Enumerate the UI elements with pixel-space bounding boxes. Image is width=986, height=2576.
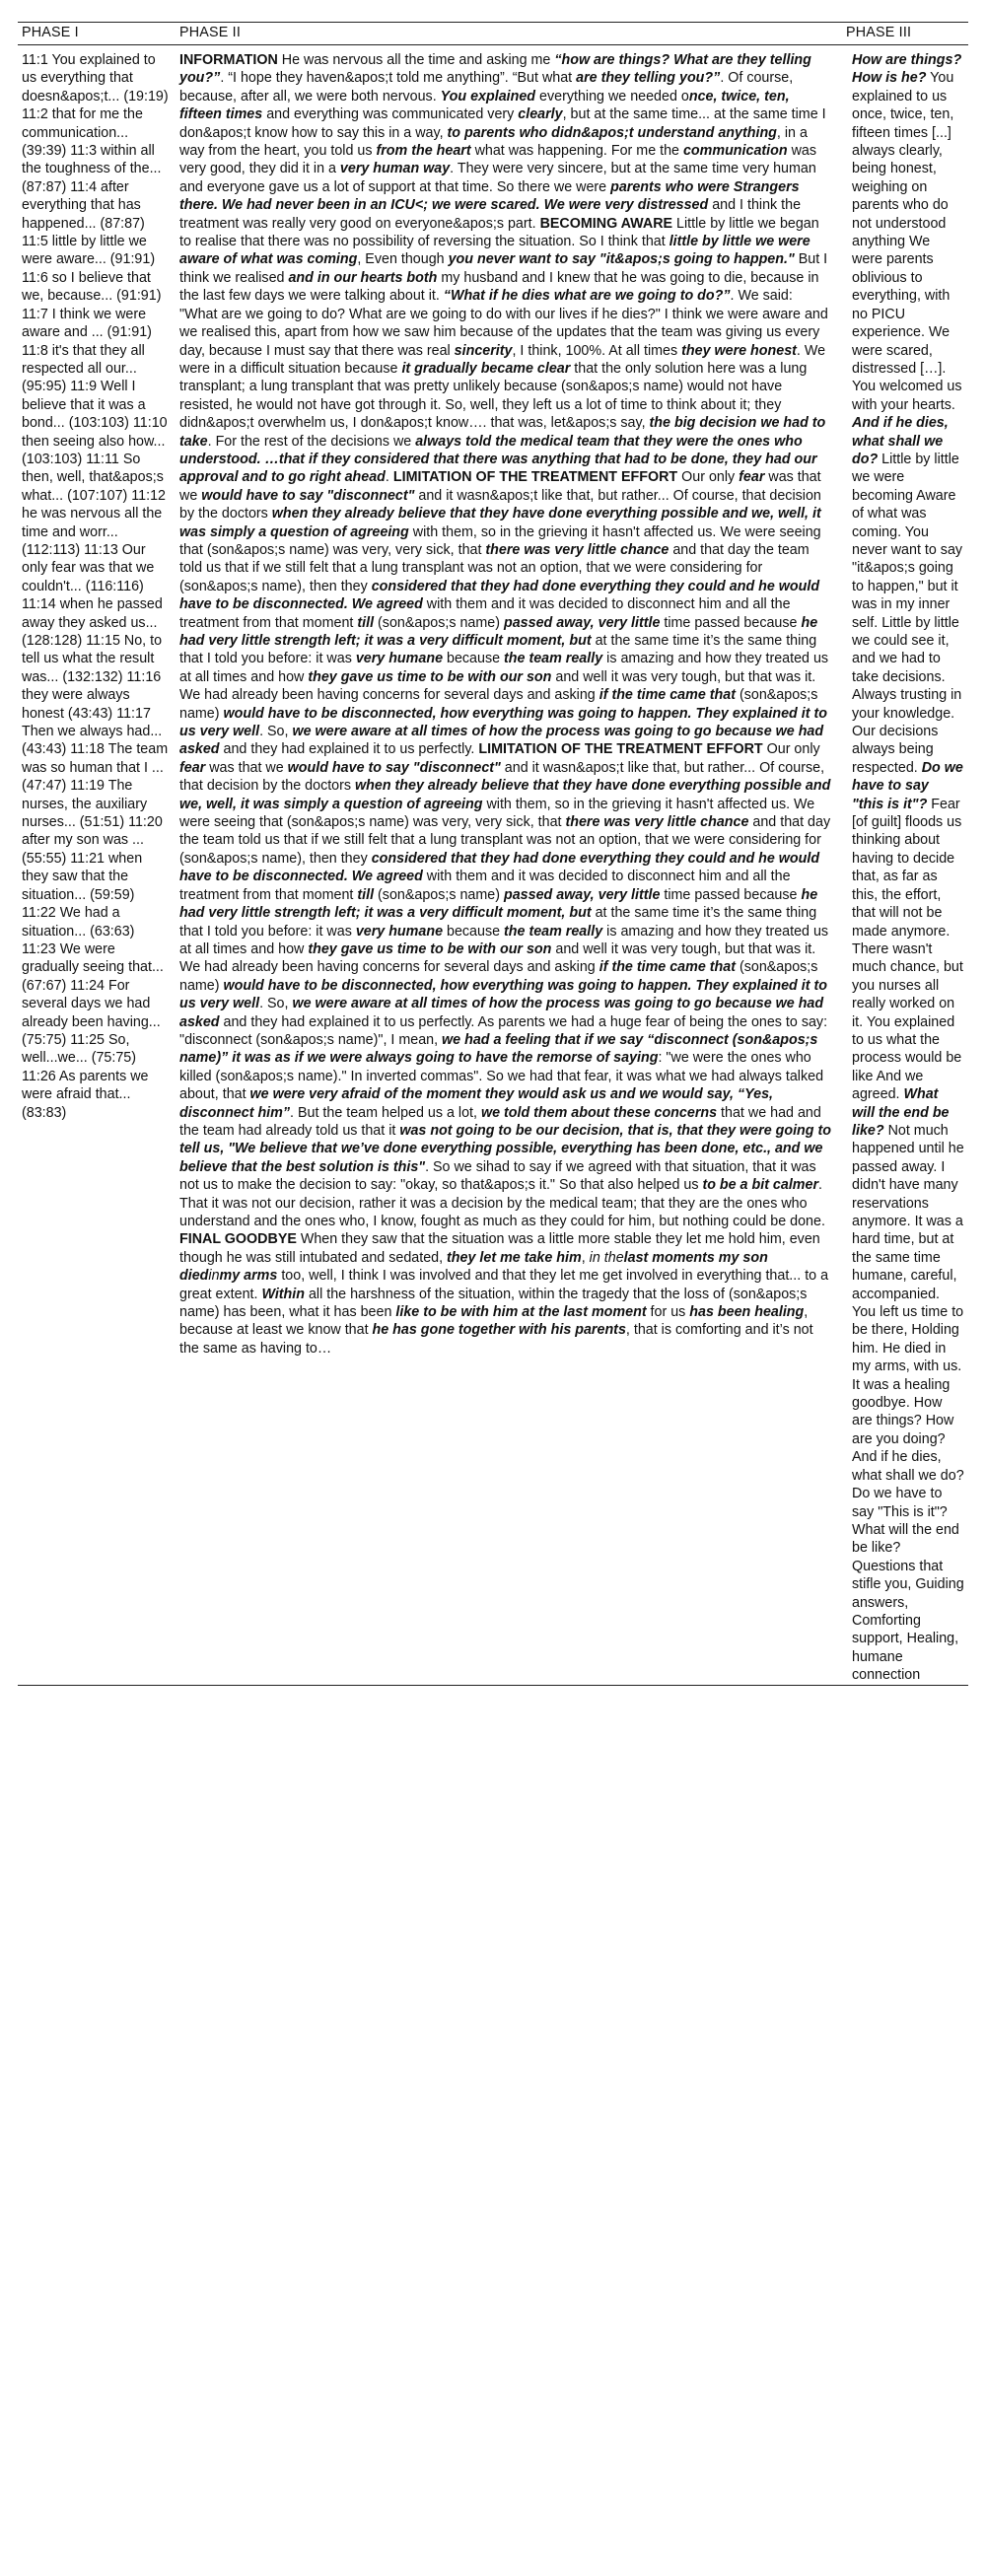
phase-1-quote: 11:8 it's that they all respected all our... (95:95) [22, 342, 145, 395]
text-run: “What if he dies what are we going to do?” [443, 288, 731, 305]
text-run: . “I hope they haven&apos;t told me anything”. “But what [220, 70, 577, 87]
text-run: time passed because [660, 886, 802, 903]
text-run: time passed because [660, 614, 802, 631]
text-run: very humane [355, 651, 444, 667]
text-run: is amazing and how they treated us at all times and how [179, 923, 829, 957]
phase-1-quote: 11:6 so I believe that we, because... (91:91) [22, 269, 162, 305]
text-run: my husband and I knew that he was going to die, because in the last few days we were talking about it. [179, 269, 819, 305]
text-run: the team really [504, 651, 603, 667]
text-run: are they telling you?” [576, 70, 721, 87]
text-run: Our only [762, 741, 820, 758]
text-run: “how are things? What are they telling you?” [179, 52, 811, 87]
phase-1-quote: 11:5 little by little we were aware... (91:91) [22, 234, 156, 268]
text-run: . Of course, because, after all, we were both nervous. [179, 70, 794, 104]
phase-1-quote: 11:22 We had a situation... (63:63) [22, 905, 135, 940]
text-run: there was very little chance [485, 541, 669, 558]
text-run: would have to say "disconnect" [287, 759, 501, 776]
text-run: in [208, 1268, 220, 1285]
phase-2-text [179, 52, 831, 1357]
text-run: . So, [259, 996, 293, 1012]
phase-1-quote: 11:14 when he passed away they asked us... (128:128) [22, 596, 163, 649]
text-run: . [385, 469, 393, 486]
text-run: and that day the team told us that if we still felt that a lung transplant was not an option, that we were considering for (son&apos;s name), then they [179, 814, 831, 867]
text-run: and in our hearts both [288, 269, 438, 286]
text-run: like to be with him at the last moment [395, 1304, 647, 1321]
text-run: But I think we realised [179, 251, 828, 286]
text-run: at the same time it’s the same thing that I told you before: it was [179, 633, 817, 667]
phase-1-quote: 11:11 So then, well, that&apos;s what... (107:107) [22, 451, 164, 504]
text-run: (son&apos;s name) [374, 614, 504, 631]
phase-1-cell [18, 45, 176, 1686]
text-run: considered that they had done everything they could and he would have to be disconnected. We agreed [179, 578, 820, 613]
text-run: very human way [339, 161, 451, 177]
phase-2-cell [176, 45, 842, 1686]
phase-1-quote: 11:12 he was nervous all the time and worr... (112:113) [22, 487, 166, 558]
text-run: , because at least we know that [179, 1304, 809, 1339]
phase-1-quote: 11:25 So, well...we... (75:75) [22, 1031, 137, 1067]
text-run: Our only [677, 469, 740, 486]
text-run: and they had explained it to us perfectly. [219, 741, 479, 758]
text-run: : "we were the ones who killed (son&apos;s name)." In inverted commas". So we had that fear, it was what we had always talked about, that [179, 1050, 824, 1103]
text-run: he had very little strength left; it was a very difficult moment, but [179, 886, 818, 922]
text-run: would have to say "disconnect" [201, 487, 415, 504]
text-run: the team really [504, 923, 603, 940]
text-run: all the harshness of the situation, within the tragedy that the loss of (son&apos;s name) has been, what it has been [179, 1286, 808, 1321]
text-run: from the heart [376, 143, 471, 160]
text-run: . They were very sincere, but at the same time very human and everyone gave us a lot of support at that time. So there we were [179, 161, 816, 195]
text-run: and that day the team told us that if we still felt that a lung transplant was not an option, that we were considering for (son&apos;s name), then they [179, 541, 810, 594]
text-run: and it wasn&apos;t like that, but rather... Of course, that decision by the doctors [179, 487, 821, 522]
text-run: because [443, 651, 505, 667]
text-run: and everything was communicated very [262, 106, 519, 123]
text-run: , [581, 1249, 590, 1266]
text-run: if the time came that [599, 687, 736, 704]
text-run: it gradually became clear [401, 360, 571, 377]
text-run: we had a feeling that if we say “disconnect (son&apos;s name)” it was as if we were always going to have the remorse of saying [179, 1031, 818, 1067]
text-run: What will the end be like? [852, 1086, 950, 1139]
text-run: considered that they had done everything they could and he would have to be disconnected. We agreed [179, 850, 820, 885]
text-run: for us [646, 1304, 690, 1321]
phase-1-quote: 11:3 within all the toughness of the... (87:87) [22, 143, 162, 195]
phase-3-cell [842, 45, 968, 1686]
text-run: , that is comforting and it’s not the same as having to… [179, 1322, 813, 1357]
text-run: with them, so in the grieving it hasn't affected us. We were seeing that (son&apos;s name) was very, very sick, that [179, 523, 821, 558]
text-run: (son&apos;s name) [179, 959, 818, 994]
text-run: parents who were Strangers there. We had never been in an ICU<; we were scared. We were very distressed [179, 178, 800, 214]
text-run: How are things? How is he? [852, 52, 962, 87]
text-run: , Even though [357, 251, 449, 268]
text-run: would have to be disconnected, how everything was going to happen. They explained it to us very well [179, 977, 827, 1012]
header-phase-3: PHASE III [842, 23, 968, 45]
text-run: and well it was very tough, but that was it. We had already been having concerns for several days and asking [179, 940, 816, 976]
text-run: clearly [518, 106, 563, 123]
text-run: INFORMATION [179, 52, 278, 68]
text-run: always told the medical team that they were the ones who understood. …that if they considered that there was anything that had to be done, they had our approval and to go right ahead [179, 433, 817, 486]
text-run: was that we [205, 759, 288, 776]
text-run: was not going to be our decision, that is, that they were going to tell us, "We believe that we’ve done everything possible, everything has been done, etc., and we believe that the best solution is this" [179, 1122, 831, 1175]
text-run: fear [739, 469, 765, 486]
text-run: Little by little we began to realise that there was no possibility of reversing the situation. So I think that [179, 215, 819, 250]
text-run: we told them about these concerns [480, 1104, 718, 1121]
text-run: LIMITATION OF THE TREATMENT EFFORT [478, 741, 763, 758]
text-run: they gave us time to be with our son [308, 940, 552, 957]
text-run: and I think the treatment was really very good on everyone&apos;s part. [179, 197, 802, 232]
text-run: with them and it was decided to disconnect him and all the treatment from that moment [179, 869, 791, 903]
text-run: Not much happened until he passed away. I didn't have many reservations anymore. It was a hard time, but at the same time humane, careful, accompanied. You left us time to be there, Holding him. He died in my arms, with us. It was a healing goodbye. How are things? How are you doing? And if he dies, what shall we do? Do we have to say "This is it"? What will the end be like? Questions that stifle you, Guiding answers, Comforting support, Healing, humane connection [852, 1122, 964, 1684]
text-run: what was happening. For me the [470, 143, 683, 160]
text-run: till [357, 614, 375, 631]
text-run: Little by little we were becoming Aware of what was coming. You never want to say "it&apos;s going to happen," but it was in my inner self. Little by little we could see it, and we had to take decisions. Always trusting in your knowledge. Our decisions always being respected. [852, 451, 963, 776]
text-run: till [357, 886, 375, 903]
text-run: You explained to us once, twice, ten, fifteen times [...] always clearly, being honest, weighing on parents who do not understood anything We were parents oblivious to everything, with no PICU experience. We were scared, distressed […]. You welcomed us with your hearts. [852, 70, 962, 413]
text-run: , I think, 100%. At all times [512, 342, 682, 359]
text-run: we were very afraid of the moment they would ask us and we would say, “Yes, disconnect him” [179, 1086, 774, 1121]
text-run: . We said: "What are we going to do? What are we going to do with our lives if he dies?" I think we were aware and we realised this, apart from how we saw him because of the updates that the team was giving us every day, because I must say that there was real [179, 288, 828, 359]
text-run: they were honest [681, 342, 797, 359]
phase-1-quote: 11:24 For several days we had already been having... (75:75) [22, 977, 161, 1048]
text-run: you never want to say "it&apos;s going to happen." [448, 251, 795, 268]
phase-1-quote: 11:21 when they saw that the situation... (59:59) [22, 850, 143, 903]
text-run: when they already believe that they have done everything possible and we, well, it was simply a question of agreeing [179, 506, 821, 540]
text-run: to be a bit calmer [702, 1177, 819, 1194]
phase-1-quote: 11:2 that for me the communication... (39:39) [22, 106, 143, 160]
text-run: Fear [of guilt] floods us thinking about having to decide that, as far as this, the effort, that will not be made anymore. There wasn't much chance, but you nurses all really worked on it. You explained to us what the process would be like And we agreed. [852, 796, 963, 1103]
header-row [18, 23, 968, 45]
text-run: at the same time it’s the same thing that I told you before: it was [179, 905, 817, 940]
text-run: he had very little strength left; it was a very difficult moment, but [179, 614, 818, 649]
text-run: communication [682, 143, 788, 160]
text-run: if the time came that [599, 959, 736, 976]
text-run: with them, so in the grieving it hasn't affected us. We were seeing that (son&apos;s name) was very, very sick, that [179, 796, 815, 831]
text-run: because [443, 923, 505, 940]
header-phase-2: PHASE II [176, 23, 842, 45]
text-run: in the [589, 1249, 624, 1266]
phase-1-quote: 11:16 they were always honest (43:43) [22, 668, 162, 722]
text-run: passed away, very little [503, 886, 661, 903]
header-phase-1: PHASE I [18, 23, 176, 45]
text-run: . So, [259, 724, 293, 740]
text-run: nce, twice, ten, fifteen times [179, 88, 790, 123]
phase-1-quote: 11:10 then seeing also how... (103:103) [22, 415, 168, 467]
text-run: he has gone together with his parents [372, 1322, 626, 1339]
text-run: . So we sihad to say if we agreed with that situation, that it was not us to make the decision to say: "okay, so that&apos;s it." So that also helped us [179, 1158, 816, 1194]
phase-1-quote: 11:19 The nurses, the auxiliary nurses... (51:51) [22, 778, 148, 831]
text-run: , but at the same time... at the same time I don&apos;t know how to say this in a way, [179, 106, 826, 141]
text-run: they gave us time to be with our son [308, 668, 552, 685]
text-run: (son&apos;s name) [374, 886, 504, 903]
phase-1-quote: 11:1 You explained to us everything that doesn&apos;t... (19:19) [22, 52, 169, 104]
text-run: everything we needed o [535, 88, 689, 104]
phase-1-quote: 11:17 Then we always had... (43:43) [22, 705, 163, 758]
text-run: we were aware at all times of how the process was going to go because we had asked [179, 996, 824, 1030]
text-run: last moments my son died [179, 1249, 768, 1285]
text-run: and they had explained it to us perfectly. As parents we had a huge fear of being the ones to say: "disconnect (son&apos;s name)", I mean, [179, 1013, 828, 1048]
phase-3-text [852, 52, 964, 1683]
phase-1-quote: 11:18 The team was so human that I ... (47:47) [22, 741, 169, 795]
text-run: very humane [355, 923, 444, 940]
text-run: there was very little chance [565, 814, 749, 831]
phase-1-quote: 11:4 after everything that has happened... (87:87) [22, 178, 145, 232]
phase-1-quote: 11:26 As parents we were afraid that... (83:83) [22, 1068, 149, 1121]
text-run: little by little we were aware of what was coming [179, 234, 810, 268]
text-run: when they already believe that they have done everything possible and we, well, it was simply a question of agreeing [179, 778, 831, 812]
text-run: the big decision we had to take [179, 415, 826, 450]
text-run: would have to be disconnected, how everything was going to happen. They explained it to us very well [179, 705, 827, 740]
text-run: has been healing [689, 1304, 805, 1321]
text-run: they let me take him [447, 1249, 582, 1266]
phase-1-quote: 11:20 after my son was ... (55:55) [22, 814, 163, 867]
text-run: (son&apos;s name) [179, 687, 818, 722]
text-run: Do we have to say "this is it"? [852, 759, 963, 812]
phase-1-quote: 11:9 Well I believe that it was a bond... (103:103) [22, 379, 146, 432]
text-run: , in a way from the heart, you told us [179, 124, 808, 160]
phase-1-quote: 11:13 Our only fear was that we couldn't... (116:116) [22, 541, 155, 594]
text-run: . For the rest of the decisions we [207, 433, 416, 450]
text-run: is amazing and how they treated us at all times and how [179, 651, 829, 685]
phase-1-quote: 11:7 I think we were aware and ... (91:91) [22, 306, 152, 341]
text-run: FINAL GOODBYE [179, 1231, 297, 1248]
phase-1-quote: 11:15 No, to tell us what the result was... (132:132) [22, 633, 163, 685]
text-run: passed away, very little [503, 614, 661, 631]
phases-table [18, 22, 968, 1686]
text-run: we were aware at all times of how the process was going to go because we had asked [179, 724, 824, 758]
content-row [18, 45, 968, 1686]
text-run: was very good, they did it in a [179, 143, 817, 177]
text-run: . That it was not our decision, rather it was a decision by the medical team; that they are the ones who understand and the ones who, I know, fought as much as they could for him, but nothing could be done. [179, 1177, 825, 1229]
text-run: and it wasn&apos;t like that, but rather... Of course, that decision by the doctors [179, 759, 825, 795]
text-run: BECOMING AWARE [539, 215, 673, 232]
text-run: . But the team helped us a lot, [290, 1104, 481, 1121]
text-run: that we had and the team had already told us that it [179, 1104, 821, 1139]
text-run: LIMITATION OF THE TREATMENT EFFORT [392, 469, 678, 486]
text-run: When they saw that the situation was a little more stable they let me hold him, even though he was still intubated and sedated, [179, 1231, 820, 1266]
text-run: was that we [179, 469, 821, 504]
text-run: and well it was very tough, but that was it. We had already been having concerns for several days and asking [179, 668, 816, 704]
text-run: Within [261, 1286, 305, 1302]
text-run: He was nervous all the time and asking me [277, 52, 555, 68]
text-run: You explained [440, 88, 536, 104]
text-run: sincerity [454, 342, 513, 359]
text-run: my arms [219, 1268, 278, 1285]
text-run: to parents who didn&apos;t understand anything [447, 124, 777, 141]
text-run: fear [179, 759, 206, 776]
text-run: that the only solution here was a lung transplant; a lung transplant that was pretty unlikely because (son&apos;s name) would not have resisted, he would not have got through it. So, well, they left us a lot of time to think about it; they didn&apos;t overwhelm us, I don&apos;t know…. that was, let&apos;s say, [179, 360, 808, 432]
text-run: with them and it was decided to disconnect him and all the treatment from that moment [179, 596, 791, 631]
text-run: And if he dies, what shall we do? [852, 415, 949, 467]
phase-1-quote: 11:23 We were gradually seeing that... (67:67) [22, 940, 164, 994]
text-run: . We were in a difficult situation because [179, 342, 826, 377]
text-run: too, well, I think I was involved and that they let me get involved in everything that... to a great extent. [179, 1268, 829, 1302]
